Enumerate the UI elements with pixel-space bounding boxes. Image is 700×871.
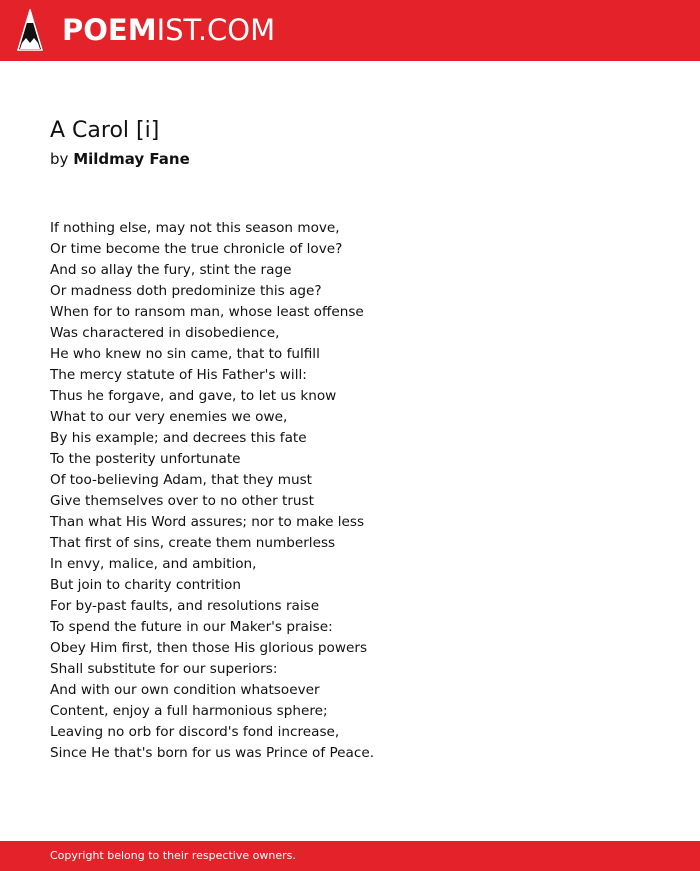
poem-line: And so allay the fury, stint the rage	[50, 262, 292, 278]
poem-line: Since He that's born for us was Prince of Peace.	[50, 745, 375, 761]
poem-line: By his example; and decrees this fate	[50, 430, 307, 446]
poem-line: The mercy statute of His Father's will:	[50, 367, 307, 383]
poem-line: For by-past faults, and resolutions raise	[50, 598, 320, 614]
poem-line: Content, enjoy a full harmonious sphere;	[50, 703, 328, 719]
poem-body	[50, 218, 650, 764]
logo-text-strong: POEM	[62, 13, 157, 47]
by-label: by	[50, 150, 69, 168]
poem-line: To spend the future in our Maker's praise:	[50, 619, 333, 635]
poem-line: To the posterity unfortunate	[50, 451, 241, 467]
site-logo[interactable]	[62, 13, 275, 47]
poem-line: If nothing else, may not this season move,	[50, 220, 340, 236]
poem-title: A Carol [i]	[50, 118, 160, 143]
logo-text-rest: IST.COM	[156, 13, 276, 47]
poem-line: He who knew no sin came, that to fulfill	[50, 346, 320, 362]
site-header	[0, 0, 700, 61]
poem-line: And with our own condition whatsoever	[50, 682, 320, 698]
poem-line: But join to charity contrition	[50, 577, 241, 593]
poem-line: Was charactered in disobedience,	[50, 325, 280, 341]
poem-line: Than what His Word assures; nor to make less	[50, 514, 365, 530]
poem-line: Or madness doth predominize this age?	[50, 283, 322, 299]
poem-line: Thus he forgave, and gave, to let us know	[50, 388, 337, 404]
poem-line: Of too-believing Adam, that they must	[50, 472, 312, 488]
poem-line: Give themselves over to no other trust	[50, 493, 314, 509]
poem-byline	[50, 148, 190, 170]
pencil-tip-icon	[17, 9, 43, 51]
poem-line: Obey Him first, then those His glorious powers	[50, 640, 368, 656]
poem-line: That first of sins, create them numberless	[50, 535, 336, 551]
poem-line: Or time become the true chronicle of love?	[50, 241, 343, 257]
poem-line: What to our very enemies we owe,	[50, 409, 288, 425]
poem-author: Mildmay Fane	[73, 150, 190, 168]
site-footer	[0, 841, 700, 871]
poem-line: When for to ransom man, whose least offense	[50, 304, 364, 320]
copyright-notice: Copyright belong to their respective owners.	[50, 849, 296, 862]
poem-line: Shall substitute for our superiors:	[50, 661, 278, 677]
poem-line: In envy, malice, and ambition,	[50, 556, 257, 572]
poem-line: Leaving no orb for discord's fond increase,	[50, 724, 340, 740]
